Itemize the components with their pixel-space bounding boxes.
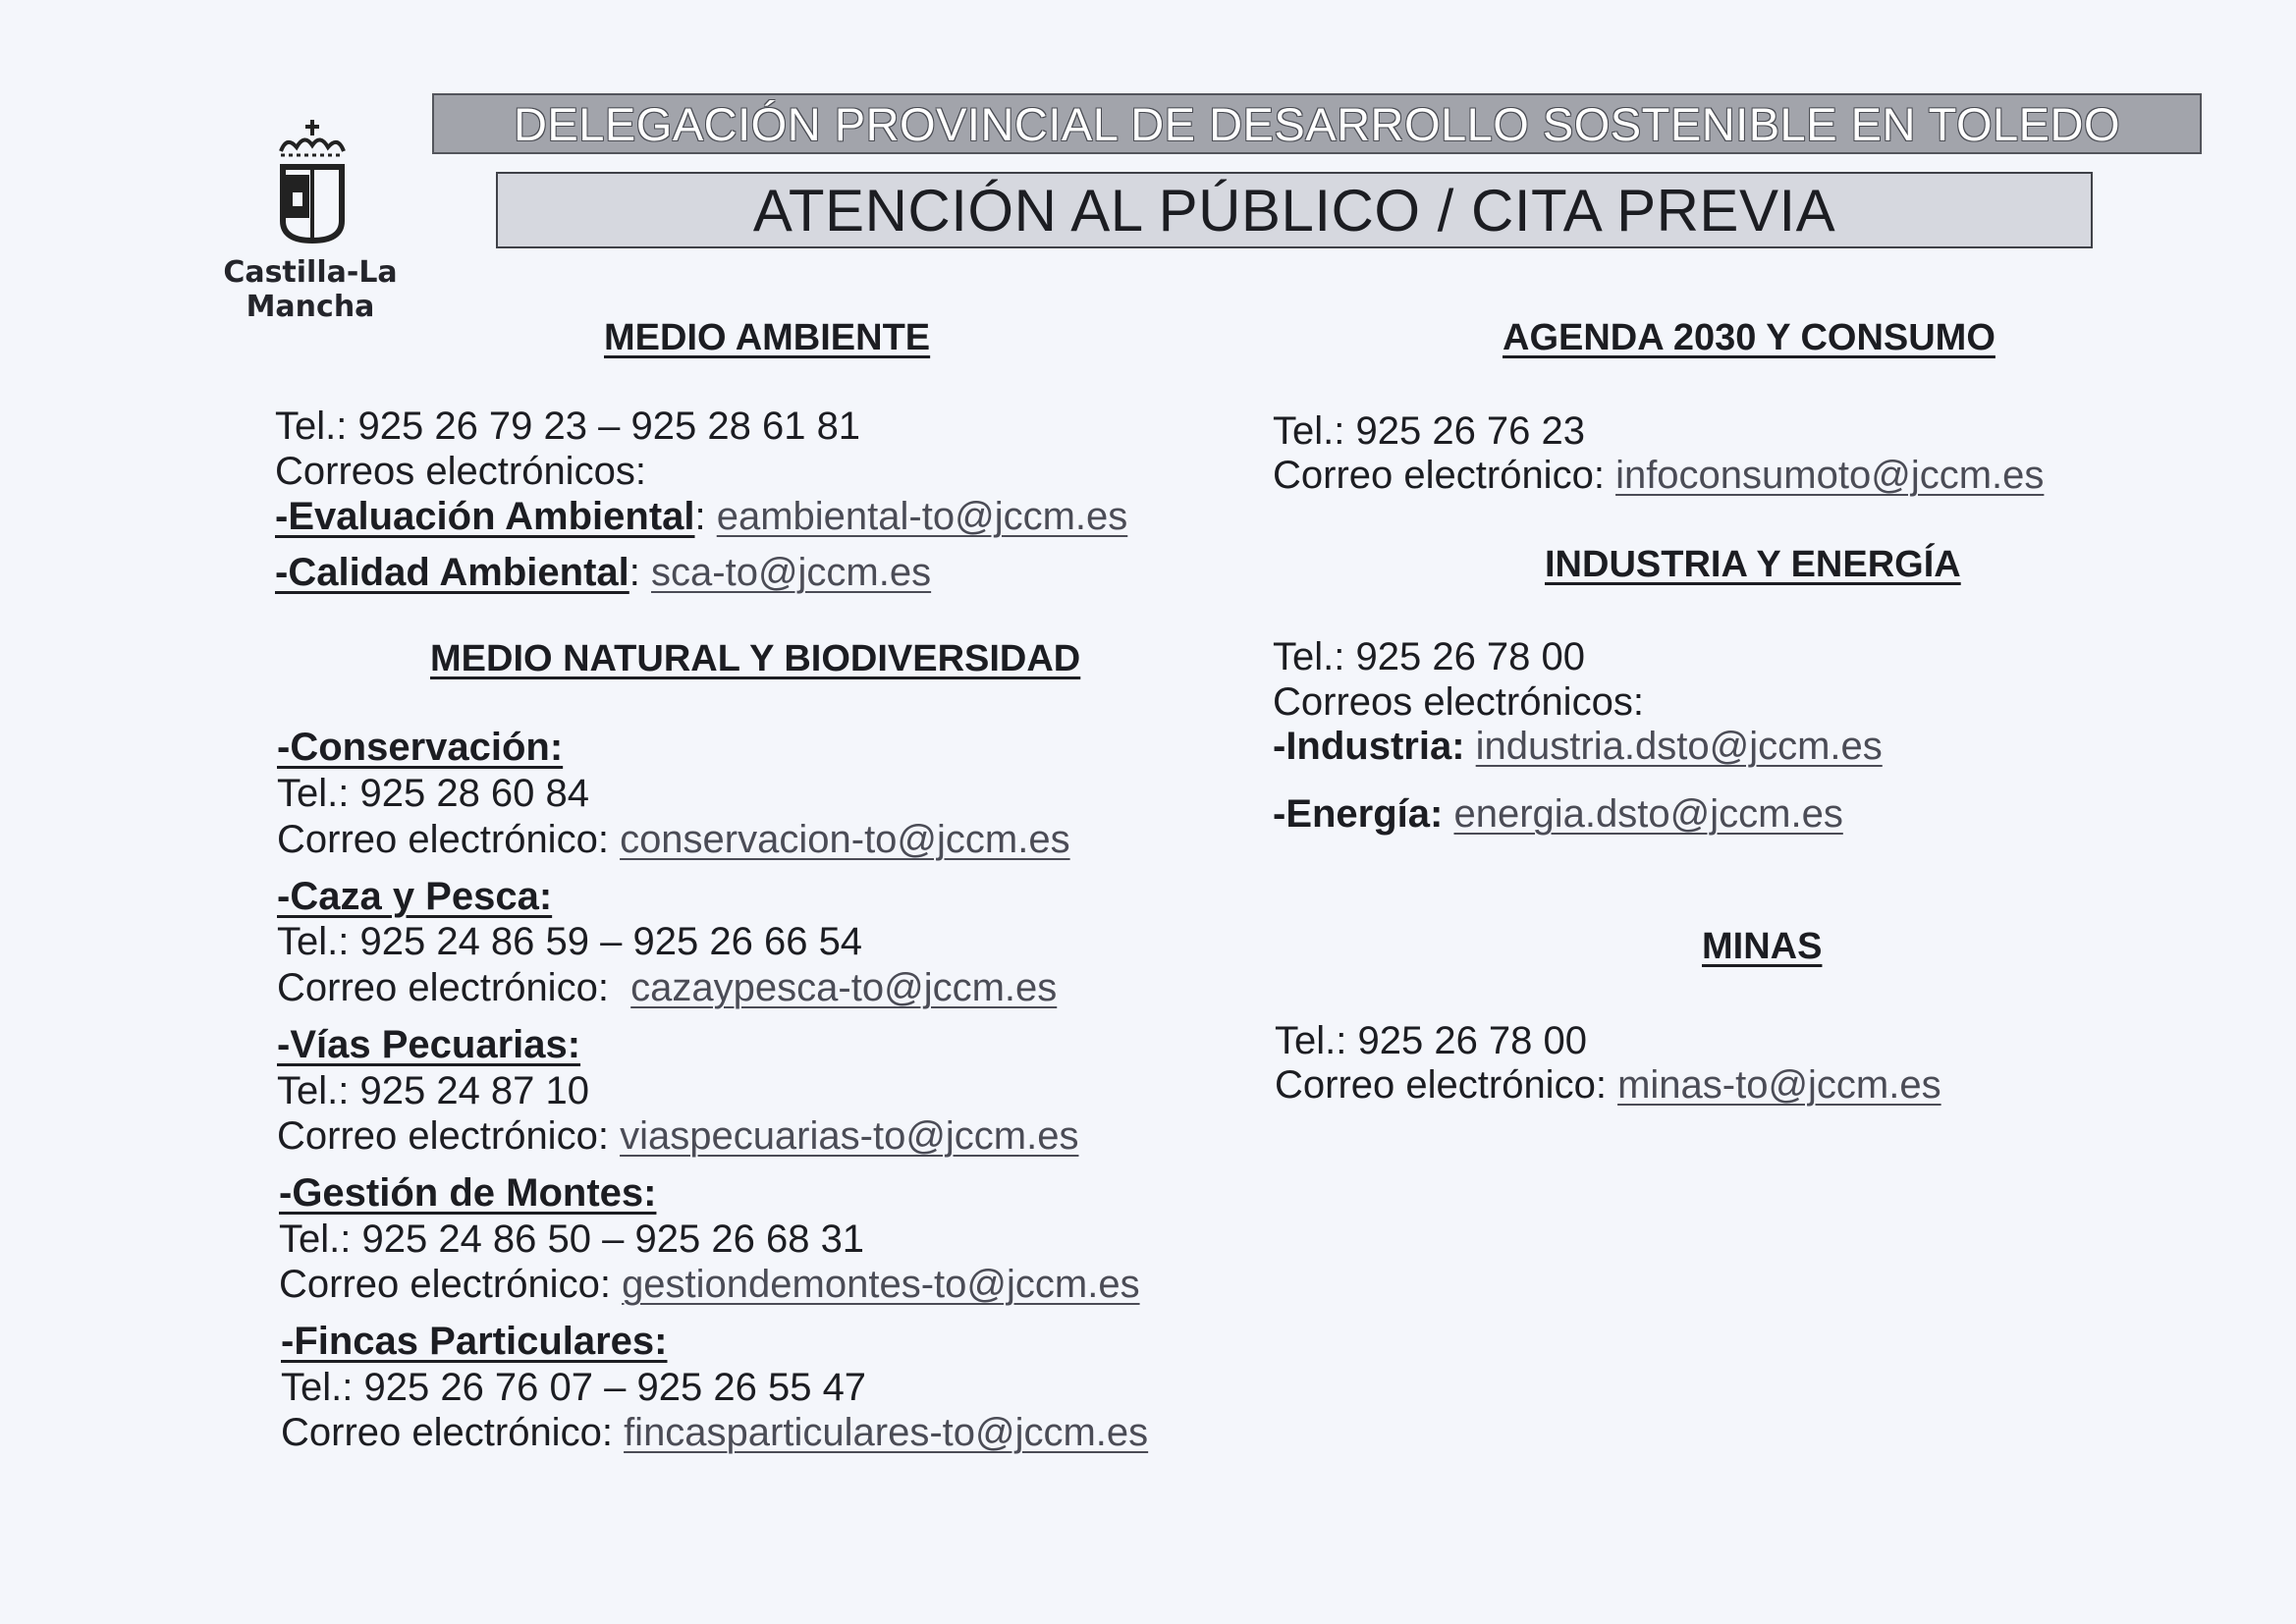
industria-emails-label: Correos electrónicos: bbox=[1273, 680, 1644, 724]
fincas-particulares-email-row bbox=[281, 1413, 1148, 1452]
conservacion-tel: Tel.: 925 28 60 84 bbox=[277, 772, 590, 815]
energia-row bbox=[1273, 794, 1843, 834]
fincas-particulares-email-label: Correo electrónico: bbox=[281, 1411, 613, 1454]
industria-label: -Industria: bbox=[1273, 725, 1465, 768]
industria-row bbox=[1273, 727, 1883, 766]
agenda-email-link[interactable]: infoconsumoto@jccm.es bbox=[1615, 454, 2045, 497]
conservacion-email-link[interactable]: conservacion-to@jccm.es bbox=[620, 818, 1070, 861]
vias-pecuarias-email-row bbox=[277, 1116, 1078, 1156]
vias-pecuarias-email-label: Correo electrónico: bbox=[277, 1114, 609, 1158]
agenda-email-label: Correo electrónico: bbox=[1273, 454, 1605, 497]
banner-title: DELEGACIÓN PROVINCIAL DE DESARROLLO SOSTENIBLE EN TOLEDO bbox=[513, 97, 2121, 150]
medio-ambiente-tel: Tel.: 925 26 79 23 – 925 28 61 81 bbox=[275, 405, 861, 448]
gestion-montes-email-label: Correo electrónico: bbox=[279, 1263, 611, 1306]
energia-email-link[interactable]: energia.dsto@jccm.es bbox=[1453, 792, 1843, 836]
caza-pesca-email-link[interactable]: cazaypesca-to@jccm.es bbox=[630, 966, 1058, 1009]
caza-pesca-email-label: Correo electrónico: bbox=[277, 966, 609, 1009]
logo-text: Castilla-La Mancha bbox=[223, 255, 398, 324]
vias-pecuarias-email-link[interactable]: viaspecuarias-to@jccm.es bbox=[620, 1114, 1079, 1158]
section-heading-medio-natural: MEDIO NATURAL Y BIODIVERSIDAD bbox=[430, 638, 1081, 679]
medio-ambiente-emails-label: Correos electrónicos: bbox=[275, 450, 646, 493]
fincas-particulares-label: -Fincas Particulares: bbox=[281, 1320, 668, 1363]
evaluacion-ambiental-email-link[interactable]: eambiental-to@jccm.es bbox=[716, 495, 1128, 538]
gestion-montes-email-link[interactable]: gestiondemontes-to@jccm.es bbox=[622, 1263, 1140, 1306]
minas-email-link[interactable]: minas-to@jccm.es bbox=[1617, 1063, 1941, 1107]
conservacion-email-row bbox=[277, 820, 1070, 859]
calidad-ambiental-label: -Calidad Ambiental bbox=[275, 551, 629, 594]
calidad-ambiental-email-link[interactable]: sca-to@jccm.es bbox=[651, 551, 932, 594]
minas-email-row bbox=[1275, 1065, 1941, 1105]
industria-tel: Tel.: 925 26 78 00 bbox=[1273, 635, 1586, 678]
evaluacion-ambiental-row: -Evaluación Ambiental: eambiental-to@jccm.es bbox=[275, 495, 1128, 538]
agenda-tel: Tel.: 925 26 76 23 bbox=[1273, 409, 1586, 453]
industria-email-link[interactable]: industria.dsto@jccm.es bbox=[1475, 725, 1883, 768]
conservacion-email-label: Correo electrónico: bbox=[277, 818, 609, 861]
castilla-la-mancha-crest-icon bbox=[273, 118, 352, 250]
caza-pesca-email-row bbox=[277, 968, 1057, 1007]
gestion-montes-label: -Gestión de Montes: bbox=[279, 1171, 657, 1215]
evaluacion-ambiental-label: -Evaluación Ambiental bbox=[275, 495, 695, 538]
gestion-montes-tel: Tel.: 925 24 86 50 – 925 26 68 31 bbox=[279, 1218, 865, 1261]
calidad-ambiental-row: -Calidad Ambiental: sca-to@jccm.es bbox=[275, 551, 932, 594]
header-banner bbox=[432, 93, 2202, 154]
caza-pesca-label: -Caza y Pesca: bbox=[277, 875, 553, 918]
fincas-particulares-tel: Tel.: 925 26 76 07 – 925 26 55 47 bbox=[281, 1366, 867, 1409]
gestion-montes-email-row bbox=[279, 1265, 1140, 1304]
section-heading-agenda-2030: AGENDA 2030 Y CONSUMO bbox=[1503, 317, 1995, 358]
minas-email-label: Correo electrónico: bbox=[1275, 1063, 1607, 1107]
caza-pesca-tel: Tel.: 925 24 86 59 – 925 26 66 54 bbox=[277, 920, 863, 963]
energia-label: -Energía: bbox=[1273, 792, 1444, 836]
agenda-email-row bbox=[1273, 456, 2044, 495]
vias-pecuarias-tel: Tel.: 925 24 87 10 bbox=[277, 1069, 590, 1112]
section-heading-medio-ambiente: MEDIO AMBIENTE bbox=[604, 317, 931, 358]
conservacion-label: -Conservación: bbox=[277, 726, 564, 769]
minas-tel: Tel.: 925 26 78 00 bbox=[1275, 1019, 1588, 1062]
fincas-particulares-email-link[interactable]: fincasparticulares-to@jccm.es bbox=[624, 1411, 1149, 1454]
page-title: ATENCIÓN AL PÚBLICO / CITA PREVIA bbox=[752, 177, 1836, 244]
vias-pecuarias-label: -Vías Pecuarias: bbox=[277, 1023, 581, 1066]
section-heading-industria-energia: INDUSTRIA Y ENERGÍA bbox=[1545, 544, 1961, 585]
subtitle-banner bbox=[496, 172, 2093, 248]
section-heading-minas: MINAS bbox=[1702, 926, 1823, 967]
